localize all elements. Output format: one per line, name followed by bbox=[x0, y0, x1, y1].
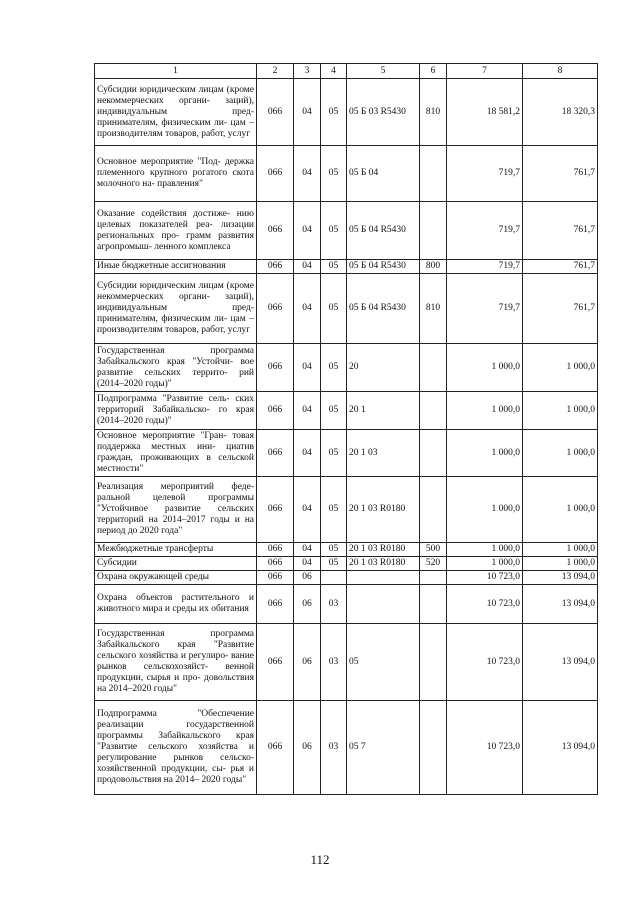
subsection-cell: 05 bbox=[321, 477, 347, 543]
table-row bbox=[95, 477, 598, 543]
ministry-code-cell: 066 bbox=[257, 79, 294, 146]
header-cell-2: 2 bbox=[257, 64, 294, 79]
section-cell: 04 bbox=[294, 477, 321, 543]
expense-type-cell bbox=[420, 477, 447, 543]
ministry-code-cell: 066 bbox=[257, 624, 294, 701]
table-row bbox=[95, 585, 598, 624]
amount-2019-cell: 1 000,0 bbox=[523, 430, 598, 477]
section-cell: 04 bbox=[294, 557, 321, 571]
subsection-cell: 05 bbox=[321, 557, 347, 571]
subsection-cell: 05 bbox=[321, 392, 347, 430]
subsection-cell: 03 bbox=[321, 585, 347, 624]
amount-2018-cell: 10 723,0 bbox=[447, 571, 523, 585]
amount-2019-cell: 1 000,0 bbox=[523, 477, 598, 543]
row-name-cell: Охрана объектов растительного и животного мира и среды их обитания bbox=[95, 585, 257, 624]
table-header bbox=[95, 64, 598, 79]
ministry-code-cell: 066 bbox=[257, 543, 294, 557]
amount-2019-cell: 1 000,0 bbox=[523, 543, 598, 557]
amount-2018-cell: 719,7 bbox=[447, 260, 523, 274]
row-name-cell: Охрана окружающей среды bbox=[95, 571, 257, 585]
expense-type-cell bbox=[420, 585, 447, 624]
ministry-code-cell: 066 bbox=[257, 557, 294, 571]
table-row bbox=[95, 557, 598, 571]
target-item-cell: 20 1 03 R0180 bbox=[347, 557, 420, 571]
amount-2018-cell: 719,7 bbox=[447, 146, 523, 202]
amount-2018-cell: 10 723,0 bbox=[447, 701, 523, 795]
header-cell-3: 3 bbox=[294, 64, 321, 79]
subsection-cell: 05 bbox=[321, 543, 347, 557]
ministry-code-cell: 066 bbox=[257, 585, 294, 624]
amount-2018-cell: 1 000,0 bbox=[447, 543, 523, 557]
target-item-cell bbox=[347, 571, 420, 585]
amount-2019-cell: 18 320,3 bbox=[523, 79, 598, 146]
target-item-cell: 05 Б 03 R5430 bbox=[347, 79, 420, 146]
section-cell: 04 bbox=[294, 79, 321, 146]
row-name-cell: Основное мероприятие "Под- держка племенного крупного рогатого скота молочного на- правления" bbox=[95, 146, 257, 202]
amount-2018-cell: 1 000,0 bbox=[447, 392, 523, 430]
section-cell: 04 bbox=[294, 202, 321, 260]
table-row bbox=[95, 543, 598, 557]
header-cell-5: 5 bbox=[347, 64, 420, 79]
page-number: 112 bbox=[310, 852, 330, 867]
row-name-cell: Субсидии юридическим лицам (кроме некоммерческих органи- заций), индивидуальным пред- принимателям, физическим ли- цам – производителям товаров, работ, услуг bbox=[95, 274, 257, 344]
ministry-code-cell: 066 bbox=[257, 202, 294, 260]
table-body bbox=[95, 79, 598, 795]
header-cell-1: 1 bbox=[95, 64, 257, 79]
target-item-cell: 05 Б 04 R5430 bbox=[347, 260, 420, 274]
target-item-cell: 05 Б 04 R5430 bbox=[347, 202, 420, 260]
ministry-code-cell: 066 bbox=[257, 571, 294, 585]
amount-2019-cell: 1 000,0 bbox=[523, 557, 598, 571]
table-row bbox=[95, 274, 598, 344]
row-name-cell: Иные бюджетные ассигнования bbox=[95, 260, 257, 274]
row-name-cell: Субсидии bbox=[95, 557, 257, 571]
section-cell: 04 bbox=[294, 274, 321, 344]
header-cell-6: 6 bbox=[420, 64, 447, 79]
target-item-cell: 20 1 03 R0180 bbox=[347, 477, 420, 543]
target-item-cell: 05 Б 04 R5430 bbox=[347, 274, 420, 344]
expense-type-cell bbox=[420, 624, 447, 701]
section-cell: 06 bbox=[294, 624, 321, 701]
subsection-cell: 05 bbox=[321, 146, 347, 202]
amount-2019-cell: 761,7 bbox=[523, 260, 598, 274]
subsection-cell: 05 bbox=[321, 202, 347, 260]
subsection-cell: 05 bbox=[321, 344, 347, 392]
section-cell: 04 bbox=[294, 344, 321, 392]
amount-2019-cell: 761,7 bbox=[523, 146, 598, 202]
row-name-cell: Подпрограмма "Обеспечение реализации государственной программы Забайкальского края "Развитие сельского хозяйства и регулирование рынков сельско- хозяйственной продукции, сы- рья и продовольствия на 2014– 2020 годы" bbox=[95, 701, 257, 795]
ministry-code-cell: 066 bbox=[257, 146, 294, 202]
amount-2018-cell: 1 000,0 bbox=[447, 344, 523, 392]
amount-2019-cell: 13 094,0 bbox=[523, 701, 598, 795]
target-item-cell: 05 bbox=[347, 624, 420, 701]
section-cell: 06 bbox=[294, 585, 321, 624]
amount-2018-cell: 1 000,0 bbox=[447, 477, 523, 543]
row-name-cell: Государственная программа Забайкальского края "Устойчи- вое развитие сельских террито- рий (2014–2020 годы)" bbox=[95, 344, 257, 392]
ministry-code-cell: 066 bbox=[257, 260, 294, 274]
table-row bbox=[95, 430, 598, 477]
row-name-cell: Оказание содействия достиже- нию целевых показателей реа- лизации региональных про- грамм развития агропромыш- ленного комплекса bbox=[95, 202, 257, 260]
expense-type-cell bbox=[420, 571, 447, 585]
target-item-cell: 05 7 bbox=[347, 701, 420, 795]
subsection-cell: 05 bbox=[321, 260, 347, 274]
section-cell: 04 bbox=[294, 430, 321, 477]
budget-table bbox=[94, 63, 598, 795]
row-name-cell: Субсидии юридическим лицам (кроме некоммерческих органи- заций), индивидуальным пред- принимателям, физическим ли- цам – производителям товаров, работ, услуг bbox=[95, 79, 257, 146]
table-row bbox=[95, 571, 598, 585]
subsection-cell: 05 bbox=[321, 430, 347, 477]
expense-type-cell: 810 bbox=[420, 274, 447, 344]
ministry-code-cell: 066 bbox=[257, 430, 294, 477]
table-row bbox=[95, 392, 598, 430]
target-item-cell: 20 1 bbox=[347, 392, 420, 430]
target-item-cell: 20 1 03 bbox=[347, 430, 420, 477]
amount-2019-cell: 761,7 bbox=[523, 274, 598, 344]
amount-2019-cell: 13 094,0 bbox=[523, 624, 598, 701]
table-row bbox=[95, 624, 598, 701]
target-item-cell: 20 1 03 R0180 bbox=[347, 543, 420, 557]
amount-2019-cell: 1 000,0 bbox=[523, 392, 598, 430]
row-name-cell: Подпрограмма "Развитие сель- ских территорий Забайкальско- го края (2014–2020 годы)" bbox=[95, 392, 257, 430]
ministry-code-cell: 066 bbox=[257, 392, 294, 430]
ministry-code-cell: 066 bbox=[257, 477, 294, 543]
table-row bbox=[95, 79, 598, 146]
ministry-code-cell: 066 bbox=[257, 344, 294, 392]
amount-2019-cell: 1 000,0 bbox=[523, 344, 598, 392]
header-cell-8: 8 bbox=[523, 64, 598, 79]
amount-2019-cell: 761,7 bbox=[523, 202, 598, 260]
section-cell: 06 bbox=[294, 701, 321, 795]
section-cell: 06 bbox=[294, 571, 321, 585]
expense-type-cell: 810 bbox=[420, 79, 447, 146]
amount-2019-cell: 13 094,0 bbox=[523, 585, 598, 624]
table-row bbox=[95, 260, 598, 274]
table-row bbox=[95, 146, 598, 202]
expense-type-cell bbox=[420, 701, 447, 795]
expense-type-cell bbox=[420, 392, 447, 430]
section-cell: 04 bbox=[294, 260, 321, 274]
subsection-cell: 03 bbox=[321, 701, 347, 795]
target-item-cell: 05 Б 04 bbox=[347, 146, 420, 202]
expense-type-cell bbox=[420, 146, 447, 202]
amount-2018-cell: 1 000,0 bbox=[447, 557, 523, 571]
expense-type-cell bbox=[420, 430, 447, 477]
section-cell: 04 bbox=[294, 146, 321, 202]
amount-2018-cell: 719,7 bbox=[447, 202, 523, 260]
expense-type-cell: 800 bbox=[420, 260, 447, 274]
table-row bbox=[95, 344, 598, 392]
header-cell-7: 7 bbox=[447, 64, 523, 79]
amount-2018-cell: 719,7 bbox=[447, 274, 523, 344]
amount-2018-cell: 10 723,0 bbox=[447, 624, 523, 701]
expense-type-cell: 520 bbox=[420, 557, 447, 571]
amount-2018-cell: 18 581,2 bbox=[447, 79, 523, 146]
header-cell-4: 4 bbox=[321, 64, 347, 79]
section-cell: 04 bbox=[294, 392, 321, 430]
amount-2018-cell: 10 723,0 bbox=[447, 585, 523, 624]
subsection-cell: 03 bbox=[321, 624, 347, 701]
ministry-code-cell: 066 bbox=[257, 274, 294, 344]
section-cell: 04 bbox=[294, 543, 321, 557]
expense-type-cell bbox=[420, 202, 447, 260]
target-item-cell: 20 bbox=[347, 344, 420, 392]
row-name-cell: Государственная программа Забайкальского края "Развитие сельского хозяйства и регулиро- вание рынков сельскохозяйст- венной продукции, сырья и про- довольствия на 2014–2020 годы" bbox=[95, 624, 257, 701]
amount-2018-cell: 1 000,0 bbox=[447, 430, 523, 477]
expense-type-cell: 500 bbox=[420, 543, 447, 557]
subsection-cell: 05 bbox=[321, 79, 347, 146]
row-name-cell: Реализация мероприятий феде- ральной целевой программы "Устойчивое развитие сельских территорий на 2014–2017 годы и на период до 2020 года" bbox=[95, 477, 257, 543]
subsection-cell: 05 bbox=[321, 274, 347, 344]
table-row bbox=[95, 202, 598, 260]
amount-2019-cell: 13 094,0 bbox=[523, 571, 598, 585]
row-name-cell: Межбюджетные трансферты bbox=[95, 543, 257, 557]
target-item-cell bbox=[347, 585, 420, 624]
table-row bbox=[95, 701, 598, 795]
header-row bbox=[95, 64, 598, 79]
row-name-cell: Основное мероприятие "Гран- товая поддержка местных ини- циатив граждан, проживающих в сельской местности" bbox=[95, 430, 257, 477]
ministry-code-cell: 066 bbox=[257, 701, 294, 795]
expense-type-cell bbox=[420, 344, 447, 392]
subsection-cell bbox=[321, 571, 347, 585]
